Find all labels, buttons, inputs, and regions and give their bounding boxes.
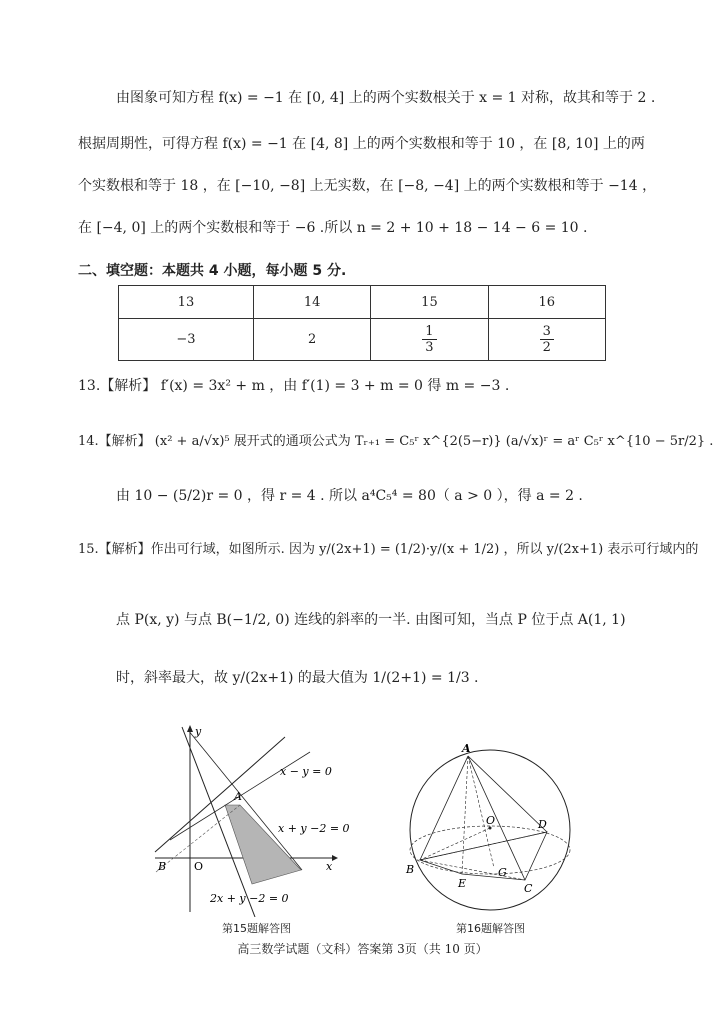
q15-solution-line3: 时，斜率最大，故 y/(2x+1) 的最大值为 1/(2+1) = 1/3 . [116,670,479,686]
fig15-x-label: x [326,860,333,873]
header-cell-15: 15 [371,286,488,319]
answer-cell-16 [488,319,605,361]
section-header: 二、填空题：本题共 4 小题，每小题 5 分. [78,263,347,279]
q13-solution: 13.【解析】 f′(x) = 3x² + m ，由 f′(1) = 3 + m = 0 得 m = −3 . [78,378,510,394]
fig15-point-a-label: A [234,790,242,803]
header-cell-13: 13 [119,286,254,319]
q14-solution-line2: 由 10 − (5/2)r = 0 ，得 r = 4 . 所以 a⁴C₅⁴ = 80（ a > 0 ），得 a = 2 . [116,488,583,504]
q15-solution-line2: 点 P(x, y) 与点 B(−1/2, 0) 连线的斜率的一半. 由图可知，当点 P 位于点 A(1, 1) [116,612,626,628]
fig15-origin-label: O [194,860,204,873]
answer-cell-14: 2 [253,319,370,361]
header-cell-14: 14 [253,286,370,319]
fig15-y-label: y [195,725,202,738]
para1-line3: 个实数根和等于 18 ，在 [−10, −8] 上无实数，在 [−8, −4] 上的两个实数根和等于 −14 ， [78,178,657,194]
answer-cell-15 [371,319,488,361]
height-a-g [468,756,494,868]
radius-o-b [420,828,490,860]
fig16-sphere-graph [400,740,580,915]
edge-a-d [468,756,547,832]
fig16-label-g: G [498,866,507,879]
para1-line2: 根据周期性，可得方程 f(x) = −1 在 [4, 8] 上的两个实数根和等于 10 ，在 [8, 10] 上的两 [78,136,645,152]
x-axis-arrow-icon [332,855,338,861]
answer-fraction-16 [540,324,554,355]
answer-table [118,285,606,361]
feasible-region [225,805,301,884]
answer-fraction-15 [422,324,436,355]
fig15-line1-label: x − y = 0 [280,765,332,778]
fig16-label-e: E [458,877,467,890]
edge-a-b [420,756,468,860]
answer-cell-13: −3 [119,319,254,361]
fig16-label-c: C [524,882,533,895]
fig16-label-o: O [486,814,496,827]
fig15-line2-label: x + y −2 = 0 [278,822,350,835]
para1-line1: 由图象可知方程 f(x) = −1 在 [0, 4] 上的两个实数根关于 x = 1 对称，故其和等于 2 . [116,90,656,106]
q15-solution-line1: 15.【解析】作出可行域，如图所示. 因为 y/(2x+1) = (1/2)·y/(x + 1/2) ，所以 y/(2x+1) 表示可行域内的 [78,542,699,557]
pyramid-base [420,832,547,880]
answer-15-numerator: 1 [422,324,436,340]
fig16-caption: 第16题解答图 [456,922,525,935]
answer-16-numerator: 3 [540,324,554,340]
fig15-point-b-label: B [158,860,167,873]
fig15-feasible-region-graph [150,722,350,917]
fig15-caption: 第15题解答图 [222,922,291,935]
edge-a-c [468,756,525,880]
answer-15-denominator: 3 [425,340,434,355]
edge-a-e [462,756,468,874]
para1-line4: 在 [−4, 0] 上的两个实数根和等于 −6 .所以 n = 2 + 10 + 18 − 14 − 6 = 10 . [78,220,588,236]
header-cell-16: 16 [488,286,605,319]
fig16-label-d: D [538,818,547,831]
page-footer: 高三数学试题（文科）答案第 3页（共 10 页） [237,942,488,956]
diagonal-b-c [420,860,525,880]
fig16-label-b: B [406,863,415,876]
q14-solution-line1: 14.【解析】 (x² + a/√x)⁵ 展开式的通项公式为 Tᵣ₊₁ = C₅ʳ x^{2(5−r)} (a/√x)ʳ = aʳ C₅ʳ x^{10 − 5r/2} . [78,434,714,449]
answer-16-denominator: 2 [542,340,551,355]
fig16-label-a: A [462,742,471,755]
y-axis-arrow-icon [187,725,193,732]
answer-table-header-row [119,286,606,319]
fig15-line3-label: 2x + y −2 = 0 [210,892,289,905]
answer-table-answer-row [119,319,606,361]
